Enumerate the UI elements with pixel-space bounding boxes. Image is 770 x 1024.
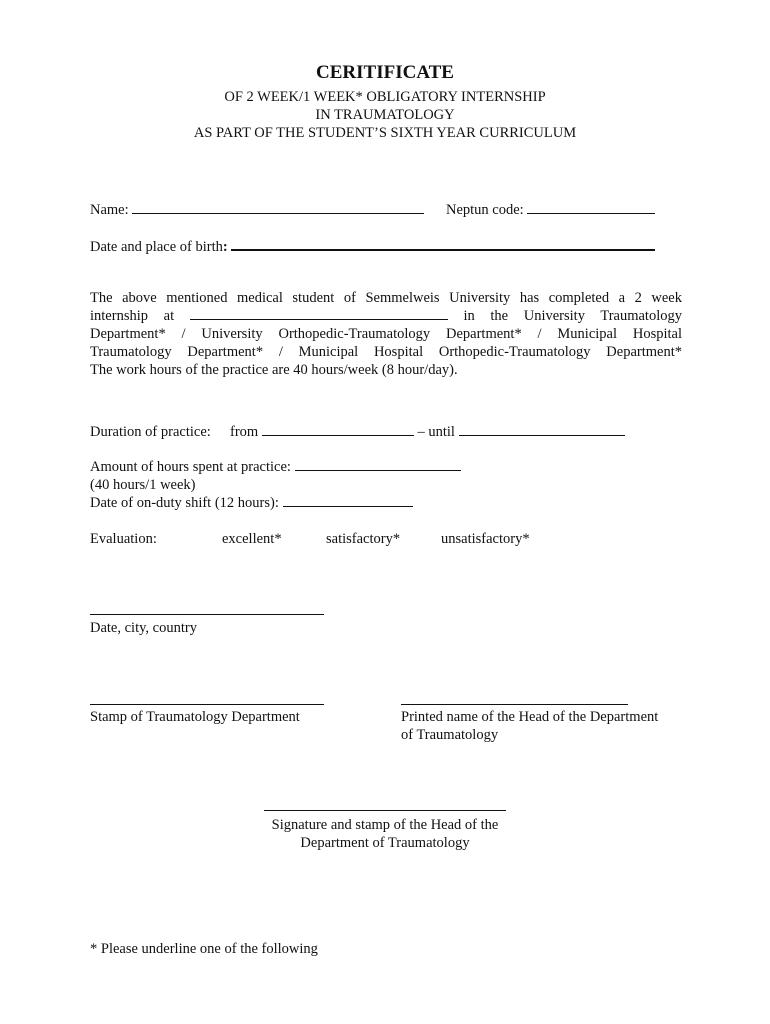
onduty-field[interactable]: [283, 494, 413, 507]
stamp-label: Stamp of Traumatology Department: [90, 709, 300, 725]
paragraph-line-2: [90, 307, 682, 325]
university-traumatology-text: in the University Traumatology: [463, 308, 682, 324]
internship-at-text: internship at: [90, 308, 175, 324]
name-label: Name:: [90, 202, 129, 218]
duration-from-label: from: [230, 424, 259, 440]
printed-name-line[interactable]: [401, 704, 628, 705]
birth-row: [90, 237, 655, 256]
birth-colon: :: [222, 239, 228, 255]
evaluation-option-excellent[interactable]: excellent*: [222, 531, 282, 547]
duration-range: [230, 423, 625, 441]
paragraph-line-1: The above mentioned medical student of Semmelweis University has completed a 2 week: [90, 290, 682, 306]
duration-from-field[interactable]: [262, 423, 414, 436]
subtitle-line-3: AS PART OF THE STUDENT’S SIXTH YEAR CURRICULUM: [193, 125, 577, 141]
hours-row: [90, 458, 461, 476]
hours-label: Amount of hours spent at practice:: [90, 459, 291, 475]
stamp-line[interactable]: [90, 704, 324, 705]
printed-name-label-1: Printed name of the Head of the Department: [401, 709, 659, 725]
onduty-label: Date of on-duty shift (12 hours):: [90, 495, 279, 511]
name-row: [90, 201, 424, 219]
birth-field[interactable]: [231, 237, 655, 251]
completion-paragraph: [90, 289, 682, 379]
internship-place-field[interactable]: [190, 307, 448, 320]
evaluation-label: Evaluation:: [90, 531, 157, 547]
paragraph-line-5: The work hours of the practice are 40 hours/week (8 hour/day).: [90, 362, 458, 378]
neptun-label: Neptun code:: [446, 202, 524, 218]
duration-label: Duration of practice:: [90, 424, 211, 440]
hours-field[interactable]: [295, 458, 461, 471]
birth-label: Date and place of birth: [90, 239, 223, 255]
date-city-line[interactable]: [90, 614, 324, 615]
certificate-title: CERITIFICATE: [316, 62, 454, 83]
subtitle-line-2: IN TRAUMATOLOGY: [315, 107, 455, 123]
paragraph-line-3: Department* / University Orthopedic-Traumatology Department* / Municipal Hospital: [90, 326, 682, 342]
evaluation-option-unsatisfactory[interactable]: unsatisfactory*: [441, 531, 530, 547]
hours-note: (40 hours/1 week): [90, 477, 196, 493]
name-field[interactable]: [132, 201, 424, 214]
subtitle-line-1: OF 2 WEEK/1 WEEK* OBLIGATORY INTERNSHIP: [224, 89, 546, 105]
duration-until-label: – until: [417, 424, 455, 440]
footnote: * Please underline one of the following: [90, 941, 318, 957]
duration-until-field[interactable]: [459, 423, 625, 436]
onduty-row: [90, 494, 413, 512]
signature-label-1: Signature and stamp of the Head of the: [271, 817, 499, 833]
signature-line[interactable]: [264, 810, 506, 811]
printed-name-label-2: of Traumatology: [401, 727, 499, 743]
paragraph-line-4: Traumatology Department* / Municipal Hospital Orthopedic-Traumatology Department*: [90, 344, 682, 360]
evaluation-option-satisfactory[interactable]: satisfactory*: [326, 531, 401, 547]
neptun-row: [446, 201, 655, 219]
date-city-label: Date, city, country: [90, 620, 197, 636]
neptun-field[interactable]: [527, 201, 655, 214]
signature-label-2: Department of Traumatology: [300, 835, 470, 851]
